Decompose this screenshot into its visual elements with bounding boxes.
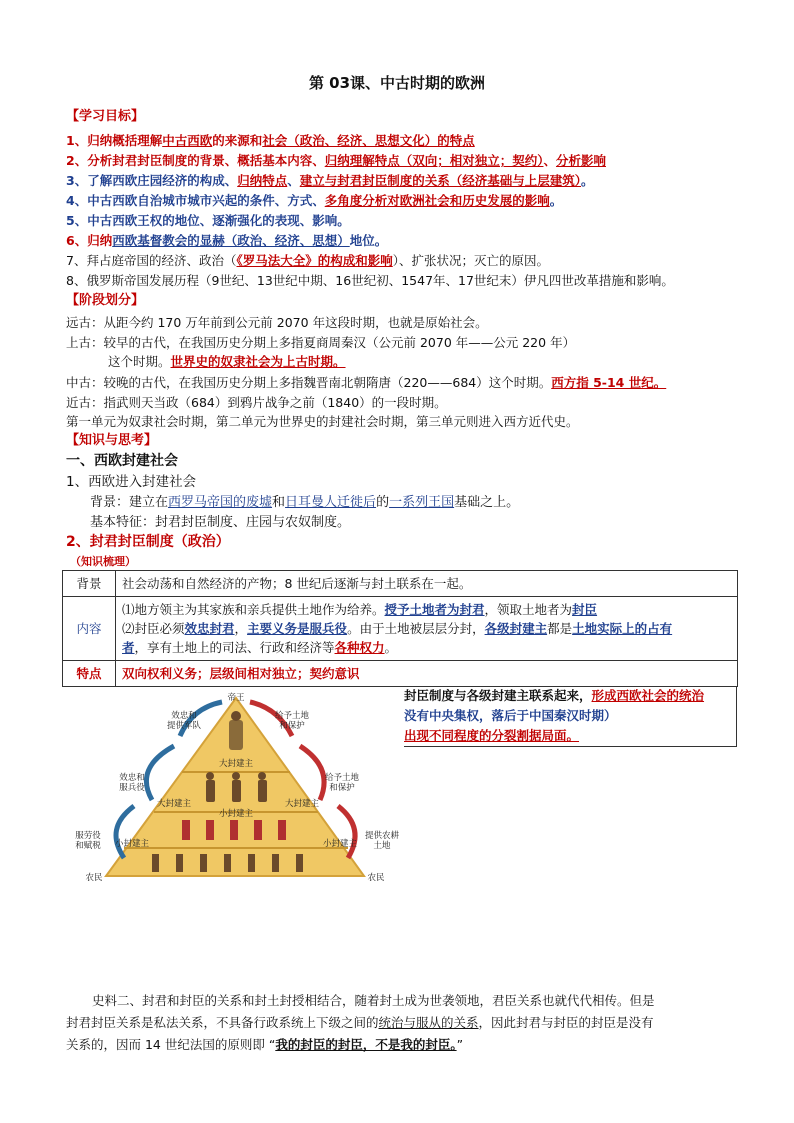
label-peasant-right: 农民 [367, 873, 385, 883]
label-king: 帝王 [227, 693, 245, 703]
background-line: 背景：建立在西罗马帝国的废墟和日耳曼人迁徙后的一系列王国基础之上。 [90, 495, 520, 510]
table-row [63, 597, 738, 661]
label-peasant-left: 农民 [85, 873, 103, 883]
overflow-line: 封臣制度与各级封建主联系起来，形成西欧社会的统治 [404, 688, 705, 703]
label-great-lord-left: 大封建主 [156, 799, 192, 809]
knowledge-header: 【知识与思考】 [66, 433, 158, 448]
feudal-pyramid-illustration [64, 688, 404, 888]
page-title: 第 03课、中古时期的欧洲 [308, 74, 486, 92]
stage-ancient: 远古：从距今约 170 万年前到公元前 2070 年这段时期，也就是原始社会。 [66, 315, 488, 330]
goal-1: 1、归纳概括理解中古西欧的来源和社会（政治、经济、思想文化）的特点 [66, 133, 475, 148]
stage-near: 近古：指武则天当政（684）到鸦片战争之前（1840）的一段时期。 [66, 395, 447, 410]
label-great-lord: 大封建主 [218, 759, 254, 769]
row-text: 社会动荡和自然经济的产物；8 世纪后逐渐与封土联系在一起。 [116, 571, 738, 597]
label-r3b: 土地 [373, 841, 391, 851]
goal-3: 3、了解西欧庄园经济的构成、归纳特点、建立与封君封臣制度的关系（经济基础与上层建筑）。 [66, 173, 594, 188]
stage-upper-cont: 这个时期。世界史的奴隶社会为上古时期。 [108, 354, 346, 369]
goal-6: 6、归纳西欧基督教会的显赫（政治、经济、思想）地位。 [66, 233, 388, 248]
row-label: 特点 [63, 661, 116, 687]
fief-table [62, 570, 738, 687]
label-l3b: 和赋税 [75, 841, 101, 851]
overflow-line: 没有中央集权，落后于中国秦汉时期） [404, 708, 617, 723]
label-r1: 给予土地 [274, 711, 310, 721]
table-overflow [404, 686, 737, 747]
table-row [63, 571, 738, 597]
stage-upper: 上古：较早的古代，在我国历史分期上多指夏商周秦汉（公元前 2070 年——公元 220 年） [66, 335, 576, 350]
label-l3: 服劳役 [75, 831, 101, 841]
goal-4: 4、中古西欧自治城市城市兴起的条件、方式、多角度分析对欧洲社会和历史发展的影响。 [66, 193, 563, 208]
stage-middle: 中古：较晚的古代，在我国历史分期上多指魏晋南北朝隋唐（220——684）这个时期。西方指 5-14 世纪。 [66, 375, 667, 390]
label-l1: 效忠和 [171, 711, 197, 721]
row-text: ⑴地方领主为其家族和亲兵提供土地作为给养。授予土地者为封君，领取土地者为封臣 ⑵封臣必须效忠封君，主要义务是服兵役。由于土地被层层分封，各级封建主都是土地实际上的占有 者，享有土地上的司法、行政和经济等各种权力。 [116, 597, 738, 661]
label-r2b: 和保护 [329, 783, 355, 793]
feature-line: 基本特征：封君封臣制度、庄园与农奴制度。 [90, 515, 351, 530]
goal-7: 7、拜占庭帝国的经济、政治（《罗马法大全》的构成和影响）、扩张状况；灭亡的原因。 [66, 253, 549, 268]
label-l2b: 服兵役 [119, 783, 145, 793]
goal-8: 8、俄罗斯帝国发展历程（9世纪、13世纪中期、16世纪初、1547年、17世纪末）伊凡四世改革措施和影响。 [66, 273, 674, 288]
stages-header: 【阶段划分】 [66, 293, 145, 308]
label-r2: 给予土地 [324, 773, 360, 783]
row-text: 双向权利义务；层级间相对独立；契约意识 [116, 661, 738, 687]
label-small-lord-right: 小封建主 [322, 839, 358, 849]
table-row [63, 661, 738, 687]
goals-header: 【学习目标】 [66, 109, 145, 124]
section-title: 一、西欧封建社会 [66, 453, 178, 469]
subsection-1: 1、西欧进入封建社会 [66, 474, 197, 490]
knowledge-tag: （知识梳理） [70, 555, 136, 568]
material-line-3: 关系的，因而 14 世纪法国的原则即 “我的封臣的封臣，不是我的封臣。” [66, 1037, 464, 1052]
subsection-2: 2、封君封臣制度（政治） [66, 534, 230, 550]
label-l2: 效忠和 [119, 773, 145, 783]
label-small-lord: 小封建主 [218, 809, 254, 819]
label-r1b: 和保护 [279, 721, 305, 731]
material-line-2: 封君封臣关系是私法关系，不具备行政系统上下级之间的统治与服从的关系，因此封君与封臣的封臣是没有 [66, 1015, 654, 1030]
label-great-lord-right: 大封建主 [284, 799, 320, 809]
row-label: 内容 [63, 597, 116, 661]
row-label: 背景 [63, 571, 116, 597]
label-small-lord-left: 小封建主 [114, 839, 150, 849]
goal-5: 5、中古西欧王权的地位、逐渐强化的表现、影响。 [66, 213, 350, 228]
goal-2: 2、分析封君封臣制度的背景、概括基本内容、归纳理解特点（双向；相对独立；契约）、分析影响 [66, 153, 606, 168]
label-r3: 提供农耕 [364, 831, 400, 841]
overflow-line: 出现不同程度的分裂割据局面。 [404, 728, 580, 743]
stage-units: 第一单元为奴隶社会时期，第二单元为世界史的封建社会时期，第三单元则进入西方近代史。 [66, 414, 579, 429]
material-paragraph: 史料二、封君和封臣的关系和封土封授相结合，随着封土成为世袭领地，君臣关系也就代代相传。但是 [92, 993, 655, 1008]
label-l1b: 提供军队 [166, 721, 202, 731]
